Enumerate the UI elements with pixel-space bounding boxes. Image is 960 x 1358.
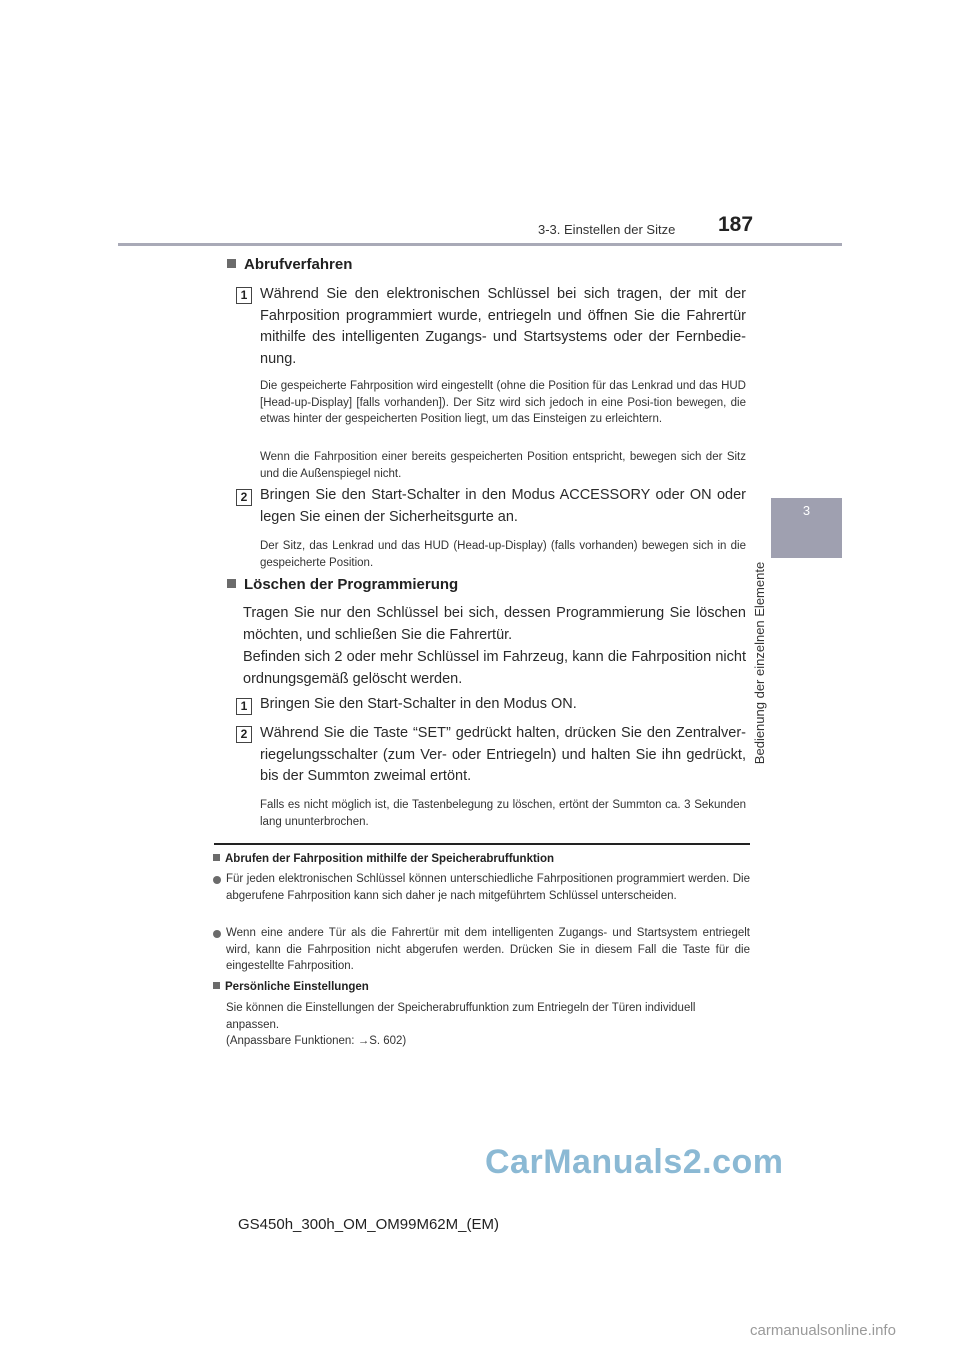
abruf-step1-note1: Die gespeicherte Fahrposition wird eingestellt (ohne die Position für das Lenkrad und das HUD [Head-up-Display] [falls vorhanden]). Der Sitz wird sich jedoch in eine Posi-tion bewegen, die etwas hinter der gespeicherten Position liegt, um das Einsteigen zu erleichtern. (260, 380, 746, 425)
loeschen-intro2: Befinden sich 2 oder mehr Schlüssel im Fahrzeug, kann die Fahrposition nicht ordnungsgemäß gelöscht werden. (243, 649, 746, 687)
abruf-heading (227, 256, 352, 273)
footnote-text-2: Sie können die Einstellungen der Speicherabruffunktion zum Entriegeln der Türen individuell anpassen. (226, 1002, 696, 1031)
footnote-bullet-2: Wenn eine andere Tür als die Fahrertür mit dem intelligenten Zugangs- und Startsystem entriegelt wird, kann die Fahrposition nicht abgerufen werden. Drücken Sie in diesem Fall die Taste für die eingestellte Fahrposition. (226, 927, 750, 972)
loeschen-heading-text: Löschen der Programmierung (244, 576, 459, 593)
page-number: 187 (718, 213, 754, 236)
footnote-heading-2-text: Persönliche Einstellungen (225, 981, 369, 993)
footnote-text-3: (Anpassbare Funktionen: →S. 602) (226, 1035, 407, 1047)
abruf-step1-note2: Wenn die Fahrposition einer bereits gespeicherten Position entspricht, bewegen sich der Sitz und die Außenspiegel nicht. (260, 451, 746, 480)
loeschen-intro1: Tragen Sie nur den Schlüssel bei sich, dessen Programmierung Sie löschen möchten, und schließen Sie die Fahrertür. (243, 605, 746, 643)
square-bullet-icon (213, 982, 220, 989)
step-badge-2: 2 (236, 489, 252, 506)
step-badge-1: 1 (236, 698, 252, 715)
loeschen-step1-text: Bringen Sie den Start-Schalter in den Modus ON. (260, 696, 577, 712)
footnote-bullet-1: Für jeden elektronischen Schlüssel können unterschiedliche Fahrpositionen programmiert werden. Die abgerufene Fahrposition kann sich daher je nach mitgeführtem Schlüssel unterscheiden. (226, 873, 750, 902)
square-bullet-icon (227, 579, 236, 588)
document-code: GS450h_300h_OM_OM99M62M_(EM) (238, 1216, 499, 1233)
loeschen-step2-note: Falls es nicht möglich ist, die Tastenbelegung zu löschen, ertönt der Summton ca. 3 Sekunden lang ununterbrochen. (260, 799, 746, 828)
loeschen-step2-text: Während Sie die Taste “SET” gedrückt halten, drücken Sie den Zentralver-riegelungsschalter (zum Ver- oder Entriegeln) und halten Sie ihn gedrückt, bis der Summton zweimal ertönt. (260, 725, 746, 784)
step-badge-1: 1 (236, 287, 252, 304)
section-divider (214, 843, 750, 845)
chapter-tab (771, 498, 842, 558)
section-title: 3-3. Einstellen der Sitze (538, 222, 676, 237)
chapter-number: 3 (802, 503, 811, 518)
footnote-heading-1 (213, 853, 554, 865)
round-bullet-icon (213, 930, 221, 938)
abruf-step1-text: Während Sie den elektronischen Schlüssel bei sich tragen, der mit der Fahrposition programmiert wurde, entriegeln und öffnen Sie die Fahrertür mithilfe des intelligenten Zugangs- und Startsystems oder der Fernbedie-nung. (260, 286, 746, 367)
abruf-heading-text: Abrufverfahren (244, 256, 353, 273)
loeschen-heading (227, 576, 458, 593)
header-divider (118, 243, 842, 246)
watermark-logo: CarManuals2.com (485, 1143, 784, 1181)
square-bullet-icon (227, 259, 236, 268)
chapter-label: Bedienung der einzelnen Elemente (752, 561, 767, 765)
step-badge-2: 2 (236, 726, 252, 743)
abruf-step2-note: Der Sitz, das Lenkrad und das HUD (Head-up-Display) (falls vorhanden) bewegen sich in die gespeicherte Position. (260, 540, 746, 569)
watermark-corner: carmanualsonline.info (750, 1322, 896, 1339)
square-bullet-icon (213, 854, 220, 861)
round-bullet-icon (213, 876, 221, 884)
footnote-heading-1-text: Abrufen der Fahrposition mithilfe der Speicherabruffunktion (225, 853, 555, 865)
footnote-heading-2 (213, 981, 369, 993)
abruf-step2-text: Bringen Sie den Start-Schalter in den Modus ACCESSORY oder ON oder legen Sie einen der Sicherheitsgurte an. (260, 487, 746, 525)
